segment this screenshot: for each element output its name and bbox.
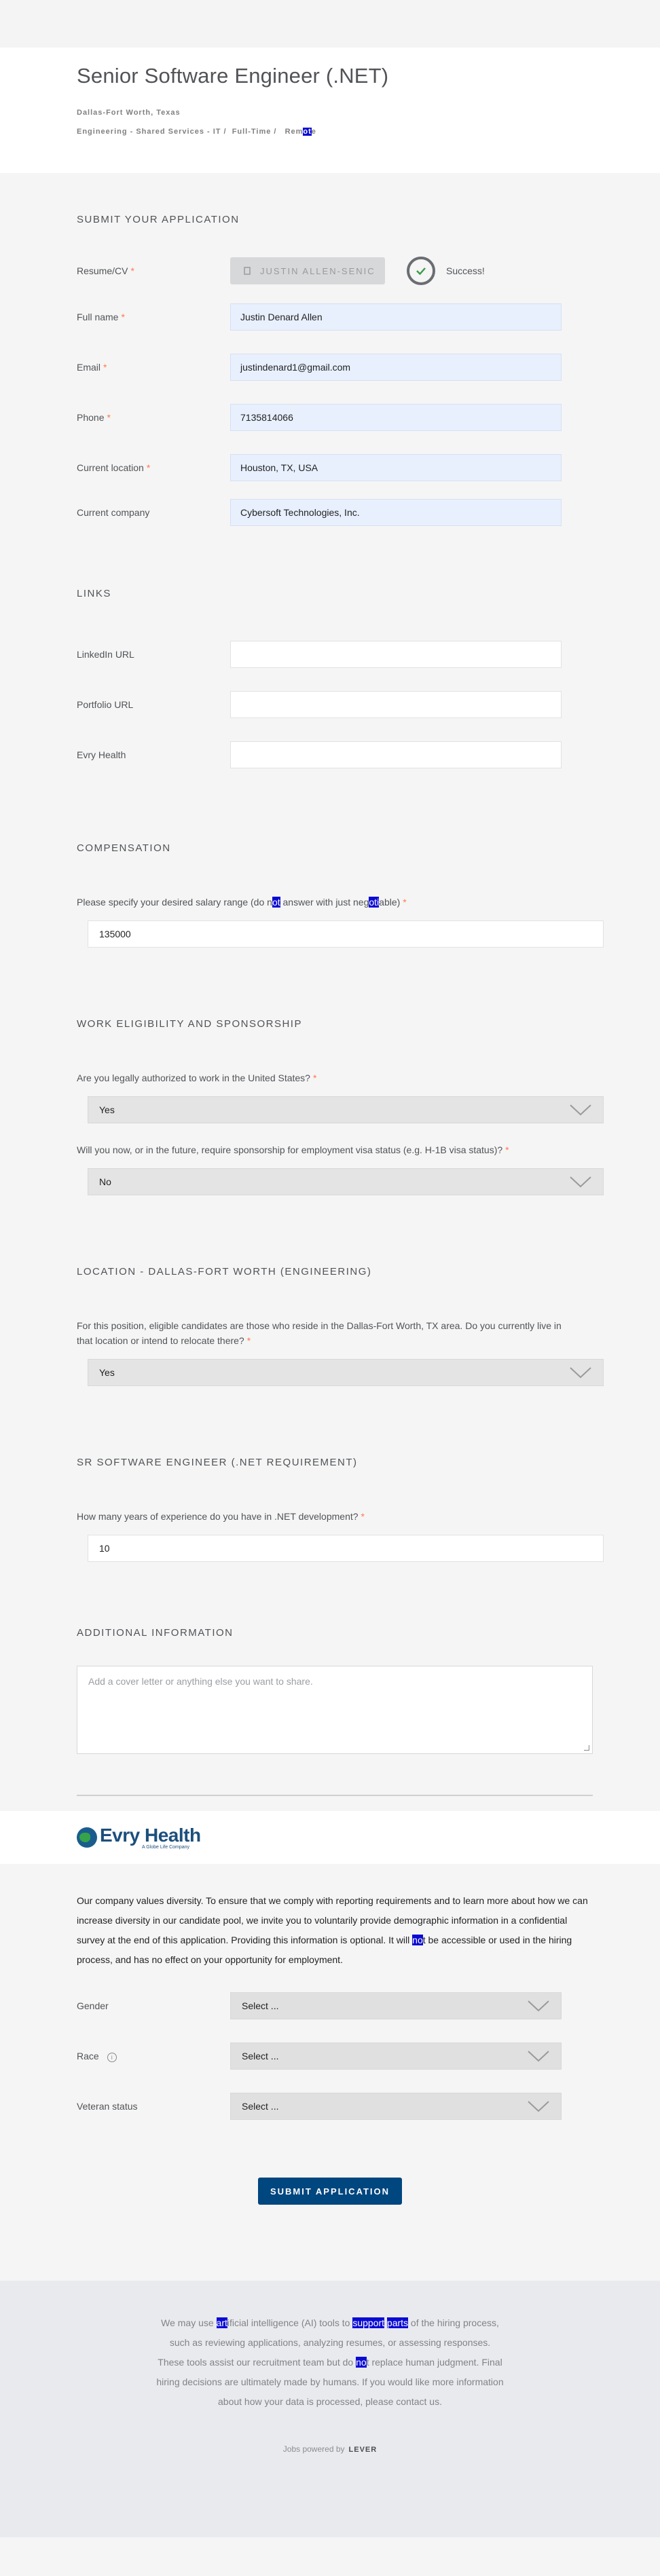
section-title-net: SR SOFTWARE ENGINEER (.NET REQUIREMENT)	[77, 1457, 358, 1468]
diversity-survey	[0, 1864, 660, 2122]
linkedin-input[interactable]	[230, 641, 562, 668]
veteran-row	[77, 2091, 592, 2122]
location-row	[77, 452, 562, 483]
resume-file-name: JUSTIN ALLEN-SENIC	[260, 265, 375, 276]
veteran-label: Veteran status	[77, 2101, 138, 2112]
section-title-location: LOCATION - DALLAS-FORT WORTH (ENGINEERING)	[77, 1266, 372, 1277]
sponsorship-select[interactable]	[88, 1168, 604, 1195]
gender-label: Gender	[77, 2000, 109, 2011]
sponsorship-value: No	[99, 1176, 111, 1187]
net-years-question: How many years of experience do you have in .NET development? *	[77, 1511, 365, 1522]
chevron-down-icon	[527, 2099, 550, 2113]
submit-application-button[interactable]: SUBMIT APPLICATION	[258, 2178, 402, 2205]
section-title-eligibility: WORK ELIGIBILITY AND SPONSORSHIP	[77, 1018, 302, 1030]
section-title-links: LINKS	[77, 588, 111, 599]
chevron-down-icon	[527, 1999, 550, 2013]
location-input[interactable]: Houston, TX, USA	[230, 454, 562, 481]
race-row	[77, 2040, 592, 2072]
section-divider	[77, 1795, 593, 1796]
full-name-input[interactable]: Justin Denard Allen	[230, 303, 562, 331]
powered-by[interactable]: Jobs powered by LEVER	[282, 2444, 378, 2454]
job-commitment: Full-Time /	[232, 128, 277, 136]
gender-value: Select ...	[242, 2000, 279, 2011]
check-circle-icon	[407, 257, 435, 285]
brand-name: Evry Health	[100, 1824, 201, 1846]
authorized-select[interactable]	[88, 1096, 604, 1123]
veteran-select[interactable]	[230, 2093, 562, 2120]
resume-upload-button[interactable]	[230, 257, 385, 284]
phone-row	[77, 402, 562, 433]
brand-tagline: A Globe Life Company	[142, 1844, 190, 1850]
job-workplace: Remote	[285, 128, 316, 136]
race-select[interactable]	[230, 2042, 562, 2070]
company-row	[77, 497, 562, 528]
relocate-question: For this position, eligible candidates are those who reside in the Dallas-Fort Worth, TX area. Do you currently live in that location or intend to relocate there? *	[77, 1320, 562, 1346]
sponsorship-question: Will you now, or in the future, require sponsorship for employment visa status (e.g. H-1B visa status)? *	[77, 1144, 509, 1155]
cover-letter-placeholder: Add a cover letter or anything else you want to share.	[88, 1676, 313, 1687]
location-label: Current location *	[77, 462, 151, 473]
portfolio-label: Portfolio URL	[77, 699, 134, 710]
chevron-down-icon	[569, 1103, 592, 1117]
full-name-label: Full name *	[77, 312, 125, 322]
resume-row	[77, 255, 562, 286]
relocate-select[interactable]	[88, 1359, 604, 1386]
race-value: Select ...	[242, 2051, 279, 2061]
application-form	[0, 173, 660, 1796]
top-band	[0, 0, 660, 48]
company-label: Current company	[77, 507, 150, 518]
cover-letter-textarea[interactable]	[77, 1666, 593, 1754]
authorized-question: Are you legally authorized to work in the United States? *	[77, 1072, 317, 1083]
relocate-value: Yes	[99, 1367, 115, 1378]
ai-disclosure: We may use artificial intelligence (AI) tools to support parts of the hiring process, such as reviewing applications, analyzing resumes, or assessing responses. These tools assist our recruitment team but do not replace human judgment. Final hiring decisions are ultimately made by humans. If you would like more information about how your data is processed, please contact us.	[156, 2317, 504, 2407]
chevron-down-icon	[569, 1175, 592, 1189]
race-label: Race i	[77, 2051, 230, 2062]
net-years-input[interactable]: 10	[88, 1535, 604, 1562]
evry-health-row	[77, 739, 562, 770]
authorized-value: Yes	[99, 1104, 115, 1115]
gender-row	[77, 1990, 592, 2021]
full-name-row	[77, 301, 562, 333]
gender-select[interactable]	[230, 1992, 562, 2019]
evry-health-input[interactable]	[230, 741, 562, 768]
phone-input[interactable]: 7135814066	[230, 404, 562, 431]
job-header	[0, 48, 660, 173]
diversity-statement: Our company values diversity. To ensure that we comply with reporting requirements and to learn more about how we can increase diversity in our candidate pool, we invite you to voluntarily provide demographic information in a confidential survey at the end of this application. Providing this information is optional. It will not be accessible or used in the hiring process, and has no effect on your opportunity for employment.	[77, 1895, 588, 1965]
job-title: Senior Software Engineer (.NET)	[77, 64, 389, 88]
brand-band	[0, 1811, 660, 1864]
chevron-down-icon	[527, 2049, 550, 2063]
paperclip-icon	[244, 267, 251, 275]
veteran-value: Select ...	[242, 2101, 279, 2112]
section-title-compensation: COMPENSATION	[77, 842, 171, 854]
section-title-application: SUBMIT YOUR APPLICATION	[77, 214, 240, 225]
linkedin-row	[77, 639, 562, 670]
globe-icon	[77, 1827, 97, 1848]
upload-success	[407, 257, 485, 285]
resume-label: Resume/CV *	[77, 265, 134, 276]
portfolio-row	[77, 689, 562, 720]
job-team: Engineering - Shared Services - IT /	[77, 128, 227, 136]
email-row	[77, 352, 562, 383]
email-input[interactable]: justindenard1@gmail.com	[230, 354, 562, 381]
info-icon[interactable]: i	[107, 2053, 117, 2062]
email-label: Email *	[77, 362, 107, 373]
salary-question: Please specify your desired salary range (do not answer with just negotiable) *	[77, 897, 407, 908]
evry-health-logo	[77, 1826, 201, 1850]
lever-logo: LEVER	[348, 2446, 378, 2454]
linkedin-label: LinkedIn URL	[77, 649, 134, 660]
phone-label: Phone *	[77, 412, 111, 423]
salary-input[interactable]: 135000	[88, 920, 604, 948]
resize-handle-icon[interactable]	[584, 1745, 589, 1751]
job-location: Dallas-Fort Worth, Texas	[77, 109, 181, 117]
company-input[interactable]: Cybersoft Technologies, Inc.	[230, 499, 562, 526]
section-title-additional: ADDITIONAL INFORMATION	[77, 1627, 234, 1639]
chevron-down-icon	[569, 1366, 592, 1379]
upload-status: Success!	[446, 265, 485, 276]
portfolio-input[interactable]	[230, 691, 562, 718]
footer	[0, 2281, 660, 2537]
evry-health-label: Evry Health	[77, 749, 126, 760]
job-categories	[77, 128, 660, 136]
